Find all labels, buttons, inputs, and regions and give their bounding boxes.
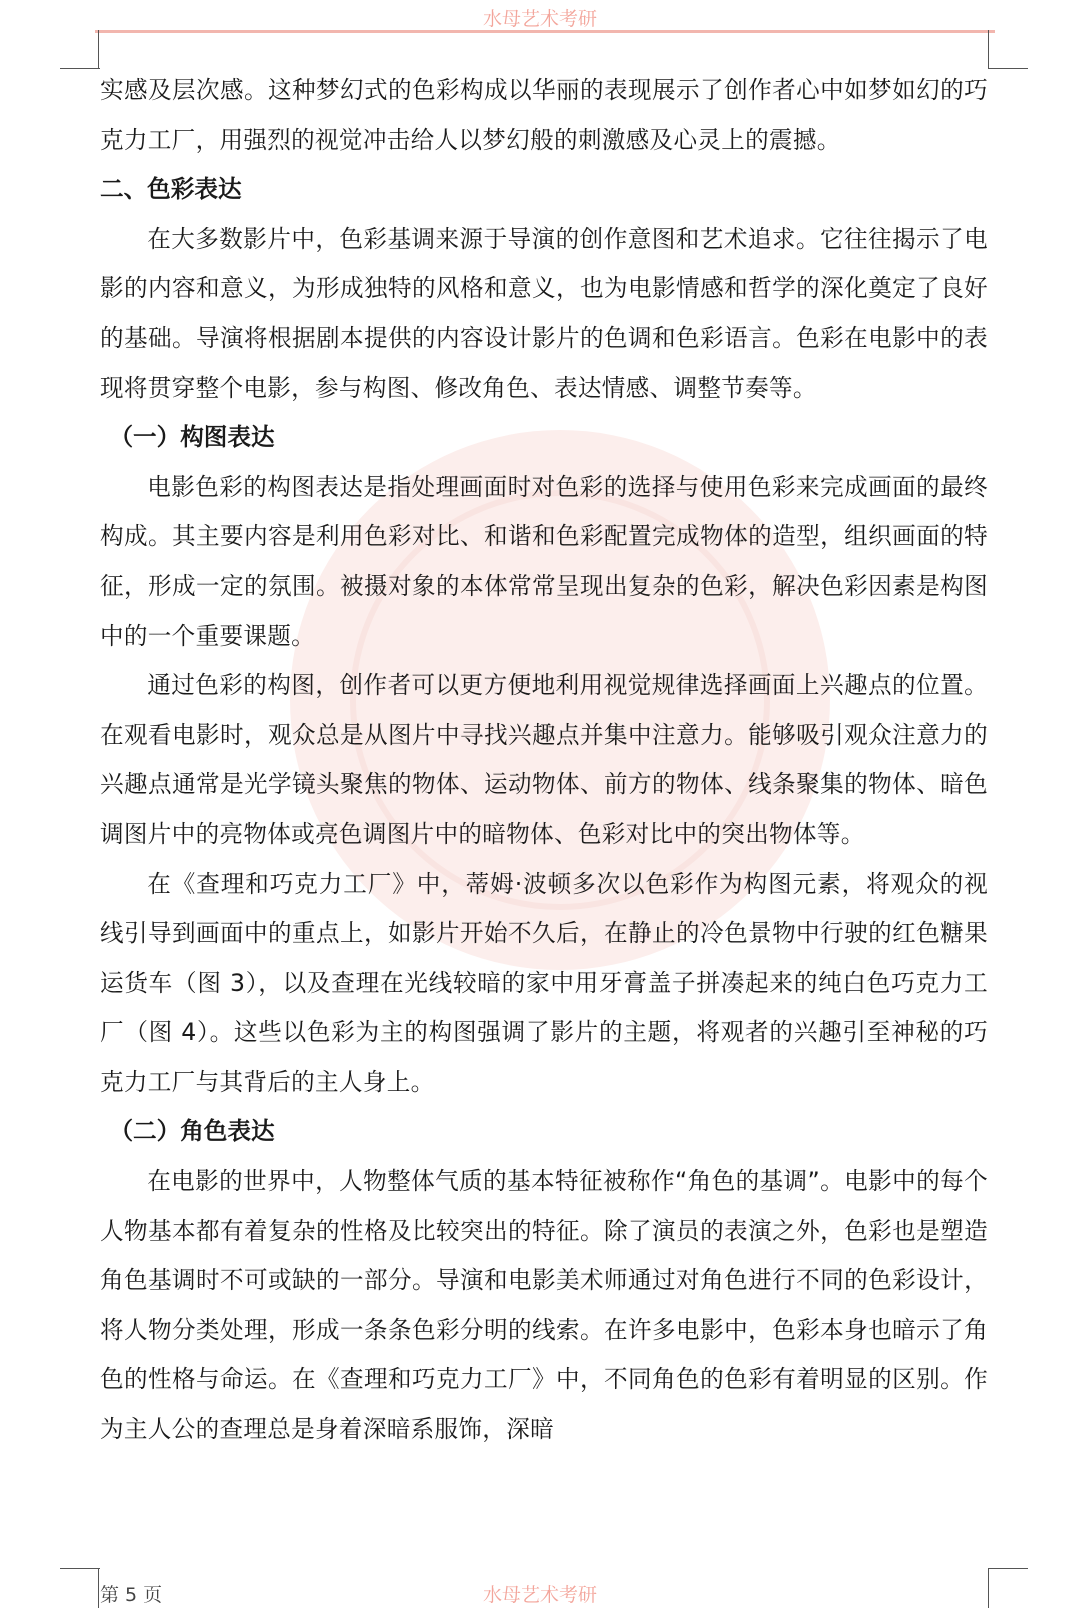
- paragraph-points-of-interest: 通过色彩的构图，创作者可以更方便地利用视觉规律选择画面上兴趣点的位置。在观看电影时，观众总是从图片中寻找兴趣点并集中注意力。能够吸引观众注意力的兴趣点通常是光学镜头聚焦的物体、运动物体、前方的物体、线条聚集的物体、暗色调图片中的亮物体或亮色调图片中的暗物体、色彩对比中的突出物体等。: [100, 671, 988, 848]
- paragraph-color-tone: 在大多数影片中，色彩基调来源于导演的创作意图和艺术追求。它往往揭示了电影的内容和意义，为形成独特的风格和意义，也为电影情感和哲学的深化奠定了良好的基础。导演将根据剧本提供的内容设计影片的色调和色彩语言。色彩在电影中的表现将贯穿整个电影，参与构图、修改角色、表达情感、调整节奏等。: [100, 224, 988, 402]
- paragraph-charlie-example: 在《查理和巧克力工厂》中，蒂姆·波顿多次以色彩作为构图元素，将观众的视线引导到画面中的重点上，如影片开始不久后，在静止的冷色景物中行驶的红色糖果运货车（图 3），以及查理在光线较暗的家中用牙膏盖子拼凑起来的纯白色巧克力工厂（图 4）。这些以色彩为主的构图强调了影片的主题，将观者的兴趣引至神秘的巧克力工厂与其背后的主人身上。: [100, 869, 988, 1096]
- header-rule: [95, 30, 995, 33]
- page-number: 第 5 页: [100, 1584, 163, 1606]
- crop-mark-top-left-vertical: [98, 30, 99, 68]
- header-watermark-text: 水母艺术考研: [482, 8, 597, 30]
- subsection-heading-character: （二）角色表达: [109, 1117, 275, 1146]
- crop-mark-top-right: [988, 68, 1028, 69]
- document-body: [100, 66, 988, 1455]
- crop-mark-bottom-right: [988, 1568, 1028, 1569]
- paragraph-composition-definition: 电影色彩的构图表达是指处理画面时对色彩的选择与使用色彩来完成画面的最终构成。其主要内容是利用色彩对比、和谐和色彩配置完成物体的造型，组织画面的特征，形成一定的氛围。被摄对象的本体常常呈现出复杂的色彩，解决色彩因素是构图中的一个重要课题。: [100, 472, 988, 650]
- crop-mark-top-right-vertical: [988, 30, 989, 68]
- crop-mark-top-left: [60, 68, 100, 69]
- footer-watermark-text: 水母艺术考研: [482, 1584, 597, 1606]
- paragraph-continued: 实感及层次感。这种梦幻式的色彩构成以华丽的表现展示了创作者心中如梦如幻的巧克力工厂，用强烈的视觉冲击给人以梦幻般的刺激感及心灵上的震撼。: [100, 76, 988, 154]
- paragraph-character-tone: 在电影的世界中，人物整体气质的基本特征被称作“角色的基调”。电影中的每个人物基本都有着复杂的性格及比较突出的特征。除了演员的表演之外，色彩也是塑造角色基调时不可或缺的一部分。导演和电影美术师通过对角色进行不同的色彩设计，将人物分类处理，形成一条条色彩分明的线索。在许多电影中，色彩本身也暗示了角色的性格与命运。在《查理和巧克力工厂》中，不同角色的色彩有着明显的区别。作为主人公的查理总是身着深暗系服饰，深暗: [100, 1167, 988, 1444]
- subsection-heading-composition: （一）构图表达: [109, 423, 275, 452]
- section-heading-color-expression: 二、色彩表达: [100, 175, 242, 204]
- crop-mark-bottom-left: [60, 1568, 100, 1569]
